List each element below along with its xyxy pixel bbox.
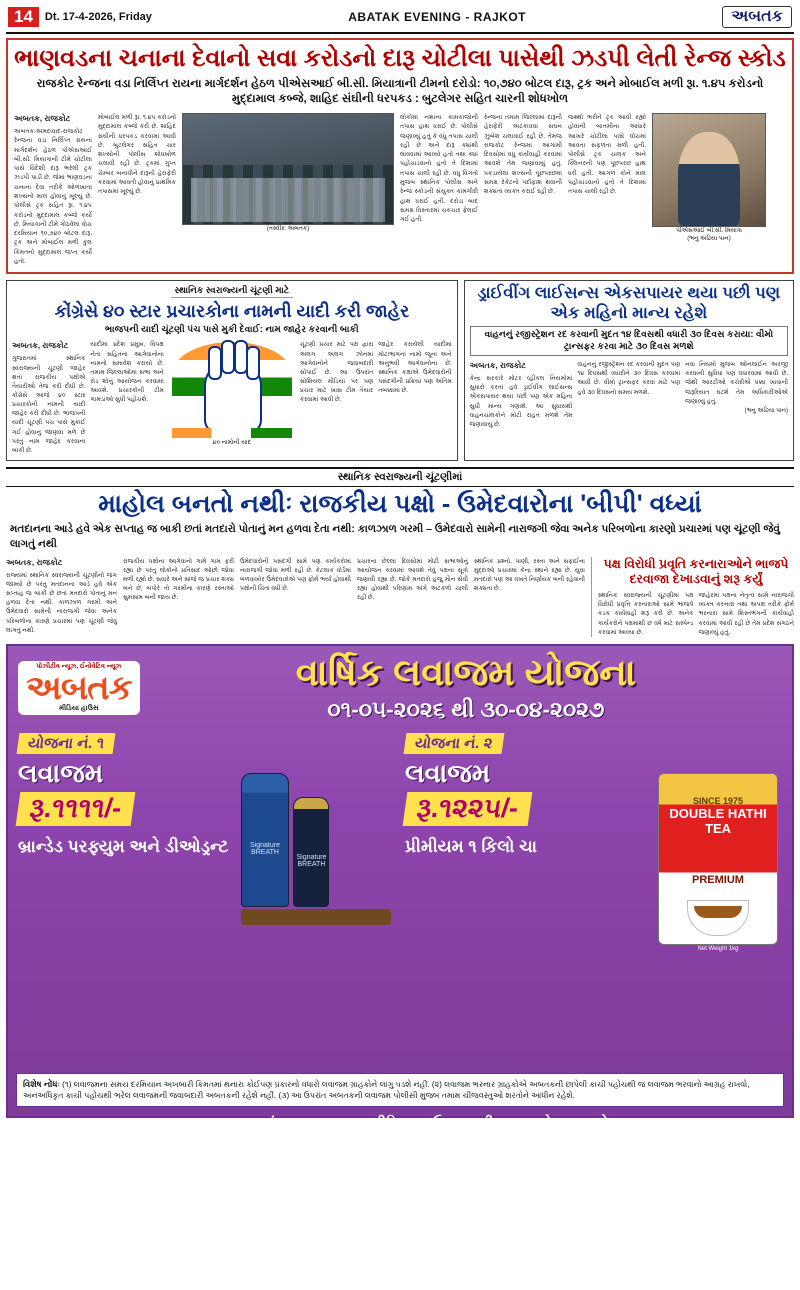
- center-column-4: પ્રચારના છેલ્લા દિવસોમાં મોટી સભાઓનું આયોજન કરવામાં આવશે તેવું પક્ષના સૂત્રો જણાવી રહ્યા છે. જોકે મતદારો હજુ મૌન સેવી રહ્યા હોવાથી પરિણામ અંગે અટકળો ચાલી રહી છે.: [357, 557, 468, 602]
- ad-terms-title: વિશેષ નોંધઃ: [23, 1078, 60, 1089]
- scheme-1-product-image: [241, 773, 391, 925]
- congress-text-1: ગુજરાતમાં સ્થાનિક સ્વરાજ્યની ચૂંટણી જાહેર થતાં રાજકીય પક્ષોએ તૈયારીઓ તેજ કરી દીધી છે. કોંગ્રેસે આજે ૪૦ સ્ટાર પ્રચારકોની નામની યાદી જાહેર કરી દીધી છે. ભાજપની યાદી ચૂંટણી પંચ પાસે મુકાઈ ગઈ હોવાનું જાણવા મળે છે પરંતુ નામ જાહેર કરવાના બાકી છે.: [12, 355, 86, 454]
- masthead-brand-logo: અબતક: [722, 6, 792, 28]
- perfume-bottle-icon: [241, 773, 289, 907]
- license-story: [464, 280, 794, 461]
- lead-photo-group-wrap: [182, 113, 394, 233]
- license-columns: [470, 360, 788, 429]
- officer-photo-image: [652, 113, 766, 227]
- tea-pack-icon: [658, 773, 778, 945]
- congress-story: [6, 280, 458, 461]
- congress-text-2: યાદીમાં પ્રદેશ પ્રમુખ, વિપક્ષ નેતા સહિતના આગેવાનોના નામનો સમાવેશ કરાયો છે. તમામ જિલ્લાઓમાં સભા અને રોડ શોનું આયોજન કરવામાં આવશે. પ્રચારકોની ટીમ ગામડાઓ સુધી પહોંચશે.: [90, 341, 164, 404]
- ad-terms-note: [16, 1073, 784, 1107]
- center-column-2: રાજકીય પક્ષોના આગેવાનો ગામે ગામ ફરી રહ્યા છે પરંતુ લોકોનો પ્રતિસાદ ઓછો જોવા મળી રહ્યો છે. સવારે અને સાંજે જ પ્રચાર શક્ય બને છે, બપોરે તો ગરમીના કારણે રસ્તાઓ સુમસામ બની જાય છે.: [123, 557, 234, 602]
- congress-column-4: [378, 340, 451, 455]
- congress-symbol-caption: ૪૦ નામોની યાદ: [212, 440, 251, 447]
- lead-column-2: [98, 113, 176, 197]
- bjp-sidebar-story: [591, 557, 794, 637]
- ad-date-range: ૦૧-૦૫-૨૦૨૬ થી ૩૦-૦૪-૨૦૨૭: [327, 696, 605, 722]
- lead-text-2: મોબાઈલ મળી રૂા. ૧.૪૫ કરોડનો મુદ્દામાલ કબ્જે કરી છે. શાહિદ સંઘીની ધરપકડ કરવામાં આવી છે. બુટલેગર સહિત ચાર શખ્સોની પોલીસ શોધખોળ ચલાવી રહી છે. ટ્રકમાં ગુપ્ત ચેમ્બર બનાવીને દારૂની હેરાફેરી કરવામાં આવતી હોવાનું પ્રાથમિક તપાસમાં ખૂલ્યું છે.: [98, 113, 176, 196]
- ad-logo-subtitle: મીડિયા હાઉસ: [59, 704, 99, 712]
- congress-column-2: [90, 340, 163, 455]
- tea-pack-word: TEA: [705, 820, 731, 836]
- ad-title-block: [150, 651, 782, 723]
- congress-subhead: ભાજપની યાદી ચૂંટણી પંચ પાસે મુકી દેવાઈ: નામ જાહેર કરવાની બાકી: [105, 324, 359, 335]
- bjp-sidebar-text-1: સ્થાનિક સ્વરાજ્યની ચૂંટણીમાં પક્ષ વિરોધી પ્રવૃત્તિ કરનારાઓ સામે ભાજપે કડક કાર્યવાહી શરૂ કરી છે. અનેક કાર્યકરોને પક્ષમાંથી છ વર્ષ માટે સસ્પેન્ડ કરવામાં આવ્યા છે.: [598, 592, 694, 636]
- scheme-1-tag: યોજના નં. ૧: [17, 733, 116, 754]
- subscription-advertisement[interactable]: [6, 644, 794, 1155]
- tea-cup-icon: [687, 900, 749, 936]
- license-credit: (ભનુ અઢિયા પાન): [744, 407, 788, 414]
- scheme-1-description: બ્રાન્ડેડ પરફ્યુમ અને ડીઓડ્રન્ટ: [18, 836, 229, 856]
- center-columns: [6, 557, 794, 637]
- congress-byline: અબતક, રાજકોટ: [12, 341, 69, 351]
- congress-text-4: જાહેર કરાયેલી યાદીમાં મોટાભાગના નામો જૂના અને અનુભવી આગેવાનોના છે. સ્થાનિક કક્ષાએ ઉમેદવારોની પસંદગીની પ્રક્રિયા પણ અંતિમ તબક્કામાં છે.: [378, 341, 452, 395]
- center-column-5: સ્થાનિક પ્રશ્નો, પાણી, રસ્તા અને સફાઈના મુદ્દાઓ પ્રચારમાં કેન્દ્ર સ્થાને રહ્યા છે. યુવા મતદારો પણ આ વખતે નિર્ણાયક બની રહેવાની શક્યતા છે.: [474, 557, 585, 593]
- ad-schemes: [8, 723, 792, 1073]
- masthead-center-title: ABATAK EVENING - RAJKOT: [348, 10, 526, 24]
- center-text-1: રાજ્યમાં સ્થાનિક સ્વરાજ્યની ચૂંટણીનો જંગ જામ્યો છે પરંતુ મતદાનના આડે હવે એક સપ્તાહ જ બાકી છે છતાં મતદારો પોતાનું મન હળવા દેતા નથી. કાળઝાળ ગરમી અને ઉમેદવારો સામેની નારાજગી જેવા અનેક પરિબળોના કારણે પ્રચારમાં પણ ચૂંટણી જેવું લાગતું નથી.: [6, 571, 117, 634]
- lead-byline: અબતક, રાજકોટ: [14, 113, 71, 123]
- lead-column-3: [400, 113, 478, 225]
- scheme-1[interactable]: [18, 733, 395, 1063]
- deodorant-bottle-label: Signature BREATH: [296, 853, 327, 868]
- lead-subhead: રાજકોટ રેન્જના વડા નિર્લિપ્ત રાયના માર્ગદર્શન હેઠળ પીએસઆઈ બી.સી. મિયાત્રાની ટીમનો દરોડો: ૧૦,૭૪૦ બોટલ દારૂ, ટ્રક અને મોબાઈલ મળી રૂા. ૧.૪૫ કરોડનો મુદ્દામાલ કબ્જે, શાહિદ સંઘીની ધરપકડ : બુટલેગર સહિત ચારની શોધખોળ: [36, 77, 764, 106]
- scheme-1-label: લવાજમ: [18, 757, 104, 788]
- secondary-stories-row: [6, 280, 794, 461]
- license-text-2: વાહનનું રજીસ્ટ્રેશન રદ કરવાની મુદત પણ ૧૪ દિવસથી વધારીને ૩૦ દિવસ કરવામાં આવી છે. વીમો ટ્રાન્સફર કરવા માટે પણ હવે ૩૦ દિવસનો સમય મળશે.: [577, 361, 681, 396]
- ad-footer: [8, 1113, 792, 1164]
- bjp-sidebar-text-2: જાહેરમાં પક્ષના નેતૃત્વ સામે નારાજગી વ્યક્ત કરનારા તથા અપક્ષ તરીકે ફોર્મ ભરનારા સામે શિસ્તભંગની કાર્યવાહી કરવામાં આવી રહી છે તેમ પ્રદેશ સંગઠને જણાવ્યું હતું.: [698, 592, 794, 636]
- license-column-3: [685, 360, 788, 429]
- congress-hand-symbol-icon: [172, 342, 292, 438]
- license-headline: ડ્રાઈવીંગ લાઈસન્સ એકસપાયર થયા પછી પણ એક મહિનો માન્ય રહેશે: [477, 284, 781, 322]
- lead-text-3: લોકોમાં નશાના કામકાજોની તપાસ હાથ ધરાઈ છે. પોલીસે જણાવ્યું હતું કે વધુ તપાસ ચાલી રહી છે અને દારૂ ક્યાંથી લાવવામાં આવ્યો હતો તથા ક્યાં પહોંચાડવાનો હતો તે દિશામાં તપાસ ચાલી રહી છે. વધુ વિગતો મુજબ સ્થાનિક પોલીસ અને રેન્જ સ્કોડની સંયુક્ત કામગીરી હાથ ધરાઈ હતી. દરોડા બાદ સમગ્ર વિસ્તારમાં ચકચાર ફેલાઈ ગઈ હતી.: [400, 113, 478, 224]
- ad-main-title: વાર્ષિક લવાજમ યોજના: [295, 651, 636, 693]
- officer-photo-caption: પીએસઆઈ બી.સી. મિયાત્રા: [676, 227, 742, 234]
- ad-terms-text: (૧) લવાજમના સમય દરમિયાન અખબારી કિંમતમાં થનારા કોઈપણ પ્રકારનો વધારો લવાજમ ગ્રાહકોને લાગુ પડશે નહીં. (૨) લવાજમ ભરનાર ગ્રાહકોએ અબતકની છાપેલી કાચી પહોંચથી જ લવાજમ ભરવાનો આગ્રહ રાખવો, અનઅધિકૃત કાચી પહોંચથી ભરેલ લવાજમની જવાબદારી અબતકની રહેશે નહીં. (૩) આ ઉપરાંત અબતકની લવાજમ પોલીસી મુજબ તમામ ચીજવસ્તુઓ શરતોને આધીન રહેશે.: [23, 1079, 750, 1101]
- ad-address: લવાજમ ભરવાનું સ્થળઃ અબતક મીડિયા હાઉસ, રાષ્ટ્રીયશાળા રોડ, રાજકોટ.: [178, 1114, 622, 1132]
- scheme-2-description: પ્રીમીયમ ૧ કિલો ચા: [405, 836, 537, 856]
- page-number-badge: 14: [8, 7, 39, 27]
- license-column-2: [577, 360, 680, 429]
- bjp-sidebar-columns: [598, 591, 794, 637]
- center-column-1: [6, 557, 117, 637]
- product-pedestal: [241, 909, 391, 925]
- bjp-sidebar-headline: પક્ષ વિરોધી પ્રવૃતિ કરનારાઓને ભાજપે દરવાજા દેખાડવાનું શરૂ કર્યું: [603, 556, 789, 587]
- tea-pack-since: SINCE 1975: [692, 795, 744, 806]
- group-photo-caption: (તસ્વીર: અબતક): [266, 225, 310, 232]
- tea-pack-premium: PREMIUM: [692, 873, 744, 886]
- license-column-1: [470, 360, 573, 429]
- publication-date: Dt. 17-4-2026, Friday: [44, 11, 152, 23]
- center-headline: માહોલ બનતો નથીઃ રાજકીય પક્ષો - ઉમેદવારોના 'બીપી' વધ્યાં: [98, 489, 702, 518]
- congress-column-3: [300, 340, 373, 455]
- center-kicker: સ્થાનિક સ્વરાજ્યની ચૂંટણીમાં: [6, 467, 794, 487]
- masthead: [6, 4, 794, 34]
- tea-pack-weight: Net Weight 1kg: [697, 945, 739, 952]
- lead-body: [14, 113, 786, 266]
- masthead-left: [8, 7, 152, 27]
- congress-symbol-wrap: [169, 340, 295, 455]
- scheme-2-product-image: [658, 773, 778, 952]
- officer-photo-credit: (ભનુ અઢિયા પાન): [687, 235, 731, 242]
- license-byline: અબતક, રાજકોટ: [469, 361, 526, 371]
- scheme-2-price: રૂ.૧૨૨૫/-: [403, 792, 533, 826]
- license-text-3: નવા નિયમો મુજબ ઓનલાઈન અરજી કરવાની સુવિધા પણ વધારવામાં આવી છે. જેથી આરટીઓ કચેરીએ ધક્કા ખાવાની જરૂરિયાત ઘટશે તેમ અધિકારીઓએ જણાવ્યું હતું.: [685, 361, 788, 405]
- center-column-3: ઉમેદવારોની પસંદગી સામે પણ કાર્યકરોમાં નારાજગી જોવા મળી રહી છે. કેટલાક વોર્ડમાં બળવાખોર ઉમેદવારોએ પણ ફોર્મ ભર્યા હોવાથી પક્ષોની ચિંતા વધી છે.: [240, 557, 351, 593]
- license-text-1: કેન્દ્ર સરકારે મોટર વ્હીકલ નિયમોમાં સુધારો કરતાં હવે ડ્રાઈવીંગ લાઈસન્સ એકસપાયર થયા પછી પણ એક મહિના સુધી માન્ય ગણાશે. આ સુધારાથી વાહનચાલકોને મોટી રાહત મળશે તેમ જણાવાયું છે.: [469, 375, 573, 428]
- congress-kicker: સ્થાનિક સ્વરાજ્યની ચૂંટણી માટે: [171, 284, 294, 298]
- group-photo-image: [182, 113, 394, 225]
- scheme-1-price: રૂ.૧૧૧૧/-: [16, 792, 136, 826]
- center-subhead: મતદાનના આડે હવે એક સપ્તાહ જ બાકી છતાં મતદારો પોતાનું મન હળવા દેતા નથી: કાળઝાળ ગરમી – ઉમેદવારો સામેની નારાજગી જેવા અનેક પરિબળોના કારણો પ્રચારમાં પણ ચૂંટણી જેવું લાગતું નથી: [10, 523, 780, 551]
- deodorant-bottle-icon: [293, 797, 329, 907]
- ad-logo-tagline: પોઝીટીવ ન્યૂઝ, ઈનોવેટિવ ન્યૂઝ: [36, 663, 122, 671]
- congress-columns: [12, 340, 452, 455]
- lead-story: [6, 38, 794, 274]
- scheme-2-label: લવાજમ: [405, 757, 491, 788]
- perfume-bottle-label: Signature BREATH: [250, 842, 280, 857]
- tea-pack-brand: DOUBLE HATHI: [669, 805, 767, 821]
- lead-column-1: [14, 113, 92, 266]
- lead-text-5: જથ્થો ભરીને ટ્રક આવી રહ્યો હોવાની બાતમીના આધારે આખરે ચોટીલા પાસે વોચમાં આવતા સફળતા મળી હતી. પોલીસે ટ્રક ચાલક અને ક્લિનરની પણ પૂછપરછ હાથ ધરી હતી. આગળ કોને માલ પહોંચાડવાનો હતો તે દિશામાં તપાસ ચાલી રહી છે.: [568, 113, 646, 196]
- center-byline: અબતક, રાજકોટ: [6, 557, 63, 567]
- license-subhead: વાહનનું રજીસ્ટ્રેશન રદ કરવાની મુદત ૧૪ દિવસથી વધારી ૩૦ દિવસ કરાયા: વીમો ટ્રાન્સફર કરવા માટે ૩૦ દિવસ મળશે: [470, 326, 788, 356]
- lead-column-5: [568, 113, 646, 197]
- scheme-2-tag: યોજના નં. ૨: [404, 733, 505, 754]
- ad-logo: [18, 661, 140, 715]
- congress-column-1: [12, 340, 85, 455]
- lead-headline: ભાણવડના ચનાના દેવાનો સવા કરોડનો દારૂ ચોટીલા પાસેથી ઝડપી લેતી રેન્જ સ્કોડ: [14, 45, 786, 72]
- ad-logo-title: અબતક: [26, 668, 132, 707]
- congress-text-3: ચૂંટણી પ્રચાર માટે પક્ષ દ્વારા અલગ અલગ ઝોનમાં આગેવાનોને જવાબદારી સોંપાઈ છે. આ ઉપરાંત સોશિયલ મીડિયા પર પણ પ્રચાર માટે ખાસ ટીમ તૈયાર કરવામાં આવી છે.: [299, 341, 374, 404]
- officer-photo-wrap: [652, 113, 766, 243]
- lead-text-4: રેન્જના તમામ જિલ્લામાં દારૂની હેરાફેરી અટકાવવા સઘન ઝુંબેશ ચલાવાઈ રહી છે. તેમજ રાજકોટ રેન્જમાં આગામી દિવસોમાં વધુ કાર્યવાહી કરવામાં આવશે તેમ જણાવાયું હતું. પકડાયેલા શખ્સની પૂછપરછમાં સમગ્ર રેકેટનો પર્દાફાશ થવાની શક્યતા વ્યક્ત કરાઈ રહી છે.: [484, 113, 562, 196]
- ad-contact[interactable]: આજે જ સંપર્ક કરો : MO:- +91 70481 30001, 0281- 2461234: [203, 1137, 597, 1155]
- congress-headline: કોંગ્રેસે ૪૦ સ્ટાર પ્રચારકોના નામની યાદી કરી જાહેર: [54, 301, 410, 322]
- lead-text-1: અબતક-અમદાવાદ-રાજકોટ રેન્જના વડા નિર્લિપ્ત રાયના માર્ગદર્શન હેઠળ પીએસઆઈ બી.સી. મિયાત્રાની ટીમે ચોટીલા પાસે વિદેશી દારૂ ભરેલી ટ્રક ઝડપી પાડી છે. જેમાં ભાણવડના ચનાના દેવા તરીકે ઓળખાતા શખ્સનો માલ હોવાનું ખૂલ્યું છે. પોલીસે ટ્રક સહિત રૂા. ૧.૪૫ કરોડનો મુદ્દામાલ કબ્જે કર્યો છે. મિયાત્રાની ટીમે ગોઠવેલા વોચ દરમિયાન ૧૦,૭૪૦ બોટલ દારૂ, ટ્રક અને મોબાઈલ મળી કુલ કિંમતનો મુદ્દામાલ જપ્ત કર્યો હતો.: [14, 127, 92, 266]
- ad-header: [8, 646, 792, 723]
- lead-column-4: [484, 113, 562, 197]
- scheme-2[interactable]: [405, 733, 782, 1063]
